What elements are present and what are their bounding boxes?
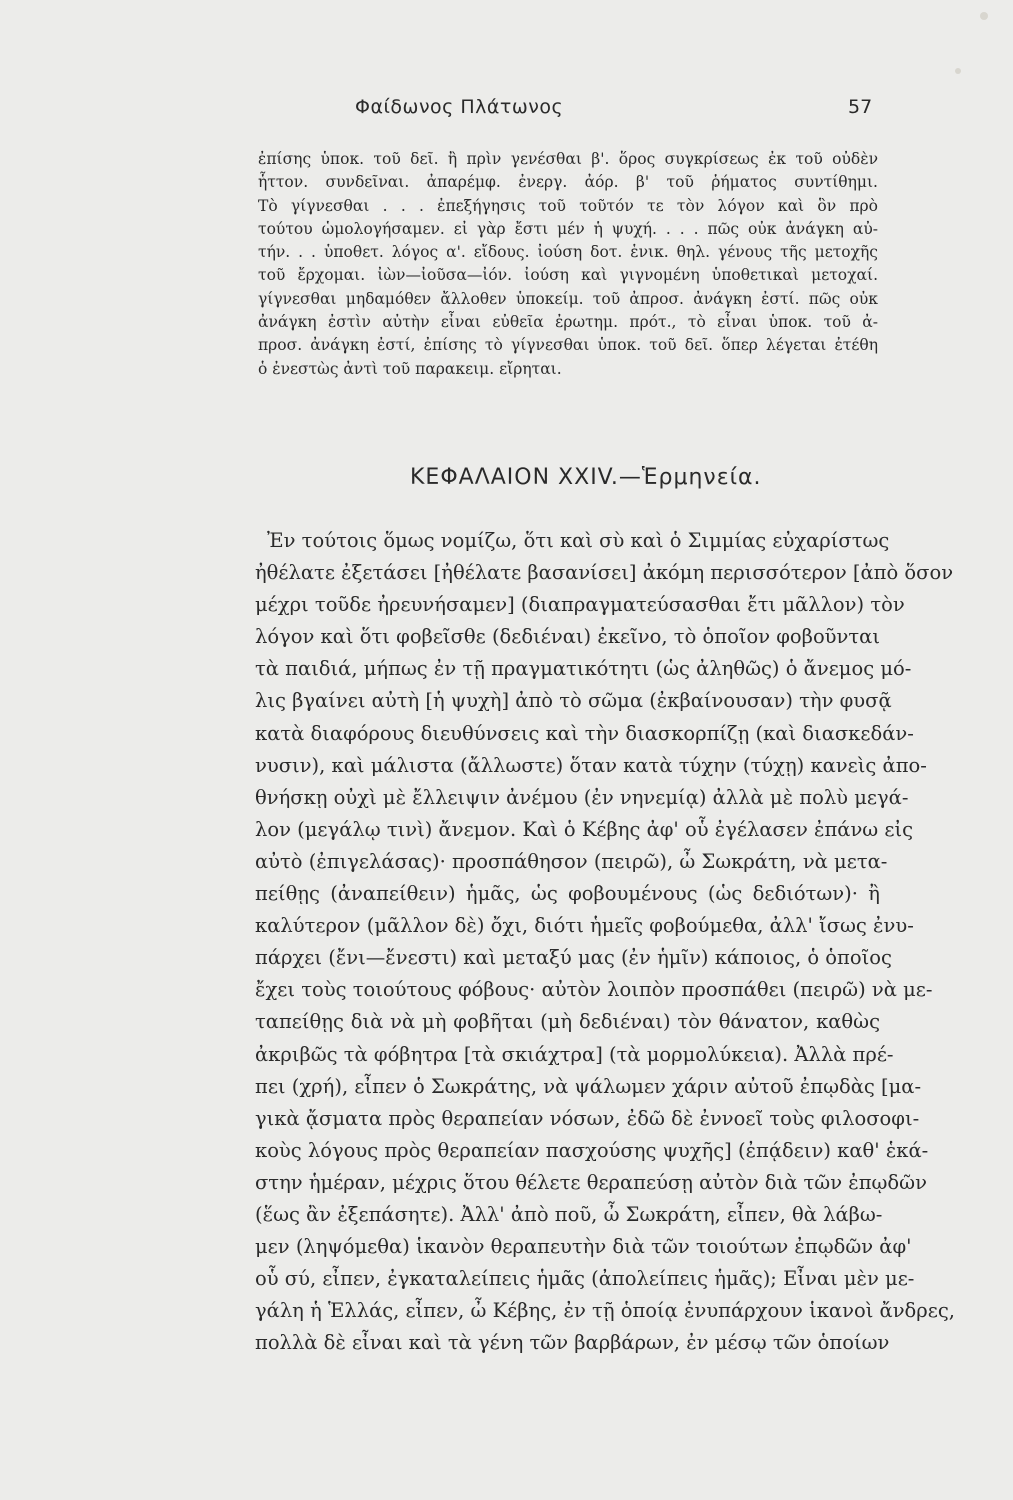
text-line: τὰ παιδιά, μήπως ἐν τῇ πραγματικότητι (ὡς ἀληθῶς) ὁ ἄνεμος μό- xyxy=(255,657,912,681)
note-line: Τὸ γίγνεσθαι . . . ἐπεξήγησις τοῦ τοῦτόν τε τὸν λόγον καὶ ὃν πρὸ xyxy=(258,196,878,215)
text-line: ἠθέλατε ἐξετάσει [ἠθέλατε βασανίσει] ἀκόμη περισσότερον [ἀπὸ ὅσον xyxy=(255,561,954,585)
text-line: (ἕως ἂν ἐξεπάσητε). Ἀλλ' ἀπὸ ποῦ, ὦ Σωκράτη, εἶπεν, θὰ λάβω- xyxy=(255,1202,883,1226)
text-line: κοὺς λόγους πρὸς θεραπείαν πασχούσης ψυχῆς] (ἐπᾴδειν) καθ' ἑκά- xyxy=(255,1138,929,1162)
text-line: γικὰ ᾄσματα πρὸς θεραπείαν νόσων, ἐδῶ δὲ ἐννοεῖ τοὺς φιλοσοφι- xyxy=(255,1106,920,1130)
text-line: οὗ σύ, εἶπεν, ἐγκαταλείπεις ἡμᾶς (ἀπολείπεις ἡμᾶς); Εἶναι μὲν με- xyxy=(255,1267,915,1291)
chapter-title: ΚΕΦΑΛΑΙΟΝ XXIV.—Ἑρμηνεία. xyxy=(410,465,762,490)
text-line: καλύτερον (μᾶλλον δὲ) ὄχι, διότι ἡμεῖς φοβούμεθα, ἀλλ' ἴσως ἐνυ- xyxy=(255,914,914,938)
text-line: κατὰ διαφόρους διευθύνσεις καὶ τὴν διασκορπίζῃ (καὶ διασκεδάν- xyxy=(255,721,914,745)
commentary-notes xyxy=(258,148,878,381)
text-line: μέχρι τοῦδε ἠρευνήσαμεν] (διαπραγματεύσασθαι ἔτι μᾶλλον) τὸν xyxy=(255,593,905,617)
note-line: τήν. . . ὑποθετ. λόγος α'. εἴδους. ἰούση δοτ. ἑνικ. θηλ. γένους τῆς μετοχῆς xyxy=(258,243,878,262)
note-line: ὁ ἐνεστὼς ἀντὶ τοῦ παρακειμ. εἴρηται. xyxy=(258,359,562,378)
text-line: λις βγαίνει αὐτὴ [ἡ ψυχὴ] ἀπὸ τὸ σῶμα (ἐκβαίνουσαν) τὴν φυσᾷ xyxy=(255,689,892,713)
text-line: πολλὰ δὲ εἶναι καὶ τὰ γένη τῶν βαρβάρων, ἐν μέσῳ τῶν ὁποίων xyxy=(255,1331,890,1355)
text-line: ἔχει τοὺς τοιούτους φόβους· αὐτὸν λοιπὸν προσπάθει (πειρῶ) νὰ με- xyxy=(255,978,933,1002)
text-line: στην ἡμέραν, μέχρις ὅτου θέλετε θεραπεύσῃ αὐτὸν διὰ τῶν ἐπῳδῶν xyxy=(255,1170,927,1194)
text-line: μεν (ληψόμεθα) ἱκανὸν θεραπευτὴν διὰ τῶν τοιούτων ἐπῳδῶν ἀφ' xyxy=(255,1235,912,1259)
text-line: γάλη ἡ Ἑλλάς, εἶπεν, ὦ Κέβης, ἐν τῇ ὁποίᾳ ἐνυπάρχουν ἱκανοὶ ἄνδρες, xyxy=(255,1299,955,1323)
text-line: ἀκριβῶς τὰ φόβητρα [τὰ σκιάχτρα] (τὰ μορμολύκεια). Ἀλλὰ πρέ- xyxy=(255,1042,894,1066)
text-line: πάρχει (ἔνι—ἔνεστι) καὶ μεταξύ μας (ἐν ἡμῖν) κάποιος, ὁ ὁποῖος xyxy=(255,946,892,970)
text-line: νυσιν), καὶ μάλιστα (ἄλλωστε) ὅταν κατὰ τύχην (τύχῃ) κανεὶς ἀπο- xyxy=(255,753,927,777)
note-line: ἐπίσης ὑποκ. τοῦ δεῖ. ἢ πρὶν γενέσθαι β'. ὅρος συγκρίσεως ἐκ τοῦ οὐδὲν xyxy=(258,150,878,168)
main-text xyxy=(255,525,955,1359)
running-title: Φαίδωνος Πλάτωνος xyxy=(355,96,564,118)
text-line: λόγον καὶ ὅτι φοβεῖσθε (δεδιέναι) ἐκεῖνο, τὸ ὁποῖον φοβοῦνται xyxy=(255,625,880,649)
text-line: Ἐν τούτοις ὅμως νομίζω, ὅτι καὶ σὺ καὶ ὁ Σιμμίας εὐχαρίστως xyxy=(267,529,890,552)
note-line: τούτου ὡμολογήσαμεν. εἰ γὰρ ἔστι μέν ἡ ψυχή. . . . πῶς οὐκ ἀνάγκη αὐ- xyxy=(258,219,878,238)
page-header xyxy=(0,96,1013,126)
note-line: ἧττον. συνδεῖναι. ἀπαρέμφ. ἐνεργ. ἀόρ. β' τοῦ ῥήματος συντίθημι. xyxy=(258,173,878,192)
page-number: 57 xyxy=(848,96,873,118)
note-line: προσ. ἀνάγκη ἐστί, ἐπίσης τὸ γίγνεσθαι ὑποκ. τοῦ δεῖ. ὅπερ λέγεται ἐτέθη xyxy=(258,336,878,355)
text-line: θνήσκῃ οὐχὶ μὲ ἔλλειψιν ἀνέμου (ἐν νηνεμίᾳ) ἀλλὰ μὲ πολὺ μεγά- xyxy=(255,785,909,809)
text-line: πείθῃς (ἀναπείθειν) ἡμᾶς, ὡς φοβουμένους (ὡς δεδιότων)· ἢ xyxy=(255,882,880,906)
text-line: ταπείθῃς διὰ νὰ μὴ φοβῆται (μὴ δεδιέναι) τὸν θάνατον, καθὼς xyxy=(255,1010,880,1034)
paper-stain xyxy=(980,12,988,20)
note-line: γίγνεσθαι μηδαμόθεν ἄλλοθεν ὑποκείμ. τοῦ ἀπροσ. ἀνάγκη ἐστί. πῶς οὐκ xyxy=(258,289,878,308)
text-line: αὐτὸ (ἐπιγελάσας)· προσπάθησον (πειρῶ), ὦ Σωκράτη, νὰ μετα- xyxy=(255,849,888,873)
text-line: λον (μεγάλῳ τινὶ) ἄνεμον. Καὶ ὁ Κέβης ἀφ' οὗ ἐγέλασεν ἐπάνω εἰς xyxy=(255,817,914,841)
note-line: τοῦ ἔρχομαι. ἰὼν—ἰοῦσα—ἰόν. ἰούση καὶ γιγνομένη ὑποθετικαὶ μετοχαί. xyxy=(258,266,878,285)
text-line: πει (χρή), εἶπεν ὁ Σωκράτης, νὰ ψάλωμεν χάριν αὐτοῦ ἐπῳδὰς [μα- xyxy=(255,1074,922,1098)
note-line: ἀνάγκη ἐστὶν αὐτὴν εἶναι εὐθεῖα ἐρωτημ. πρότ., τὸ εἶναι ὑποκ. τοῦ ἀ- xyxy=(258,313,878,332)
paper-stain xyxy=(955,68,961,74)
